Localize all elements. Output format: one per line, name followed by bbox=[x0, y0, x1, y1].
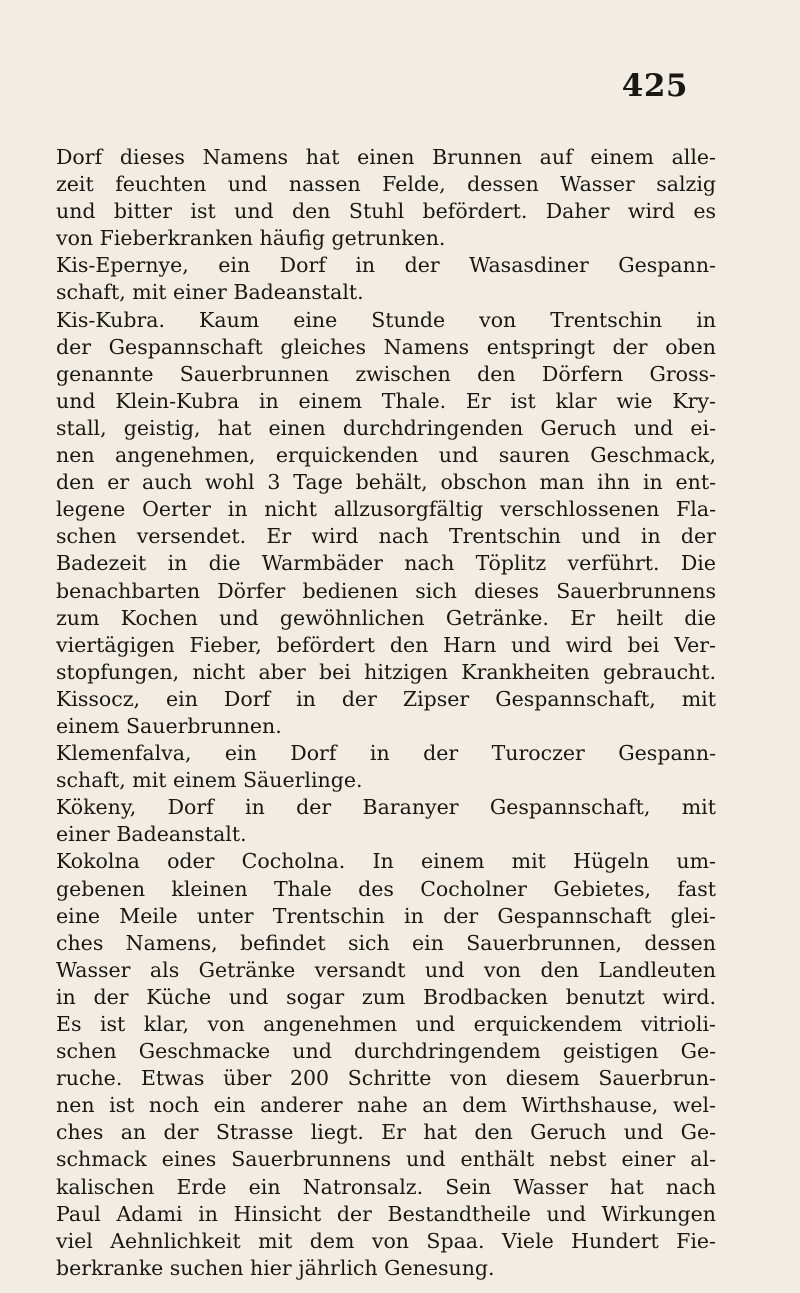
entry-line-kis-epernye: Kis-Epernye, ein Dorf in der Wasasdiner Gespann- bbox=[56, 253, 716, 278]
text-line: der Gespannschaft gleiches Namens entspringt der oben bbox=[56, 334, 716, 359]
text-line: schen Geschmacke und durchdringendem geistigen Ge- bbox=[56, 1039, 717, 1064]
text-line: gebenen kleinen Thale des Cocholner Gebietes, fast bbox=[56, 876, 716, 901]
text-line: viertägigen Fieber, befördert den Harn und wird bei Ver- bbox=[56, 632, 716, 657]
text-line: stopfungen, nicht aber bei hitzigen Krankheiten gebraucht. bbox=[56, 659, 717, 684]
body-text bbox=[56, 144, 716, 1282]
text-line: und Klein-Kubra in einem Thale. Er ist klar wie Kry- bbox=[56, 388, 716, 413]
text-line: einer Badeanstalt. bbox=[56, 822, 247, 847]
text-line: schen versendet. Er wird nach Trentschin und in der bbox=[56, 524, 716, 549]
text-line: benachbarten Dörfer bedienen sich dieses Sauerbrunnens bbox=[56, 578, 716, 603]
page-number: 425 bbox=[621, 68, 688, 104]
entry-line-kokeny: Kökeny, Dorf in der Baranyer Gespannschaft, mit bbox=[56, 795, 716, 820]
text-line: Wasser als Getränke versandt und von den Landleuten bbox=[56, 957, 716, 982]
entry-line-klemenfalva: Klemenfalva, ein Dorf in der Turoczer Gespann- bbox=[56, 741, 717, 766]
text-line: schaft, mit einer Badeanstalt. bbox=[56, 280, 364, 305]
text-line: stall, geistig, hat einen durchdringenden Geruch und ei- bbox=[56, 415, 717, 440]
text-line: zum Kochen und gewöhnlichen Getränke. Er heilt die bbox=[56, 605, 717, 630]
text-line: von Fieberkranken häufig getrunken. bbox=[56, 226, 446, 251]
text-line: viel Aehnlichkeit mit dem von Spaa. Viele Hundert Fie- bbox=[56, 1228, 716, 1253]
text-line: Es ist klar, von angenehmen und erquickendem vitrioli- bbox=[56, 1012, 716, 1036]
entry-line-kissocz: Kissocz, ein Dorf in der Zipser Gespannschaft, mit bbox=[56, 686, 716, 711]
text-line: in der Küche und sogar zum Brodbacken benutzt wird. bbox=[56, 984, 716, 1009]
text-line: berkranke suchen hier jährlich Genesung. bbox=[56, 1255, 495, 1280]
text-line: Dorf dieses Namens hat einen Brunnen auf einem alle- bbox=[56, 145, 716, 169]
text-line: ches Namens, befindet sich ein Sauerbrunnen, dessen bbox=[56, 930, 717, 955]
text-line: zeit feuchten und nassen Felde, dessen Wasser salzig bbox=[56, 172, 717, 197]
entry-line-kis-kubra: Kis-Kubra. Kaum eine Stunde von Trentschin in bbox=[56, 307, 717, 332]
entry-line-kokolna: Kokolna oder Cocholna. In einem mit Hügeln um- bbox=[56, 849, 716, 874]
text-line: schmack eines Sauerbrunnens und enthält nebst einer al- bbox=[56, 1147, 716, 1172]
text-line: einem Sauerbrunnen. bbox=[56, 713, 282, 738]
text-line: legene Oerter in nicht allzusorgfältig verschlossenen Fla- bbox=[56, 497, 717, 522]
text-line: und bitter ist und den Stuhl befördert. Daher wird es bbox=[56, 199, 716, 224]
text-line: ruche. Etwas über 200 Schritte von diesem Sauerbrun- bbox=[56, 1066, 716, 1091]
text-line: nen angenehmen, erquickenden und sauren Geschmack, bbox=[56, 443, 716, 468]
text-line: nen ist noch ein anderer nahe an dem Wirthshause, wel- bbox=[56, 1093, 716, 1118]
text-line: schaft, mit einem Säuerlinge. bbox=[56, 768, 363, 793]
text-line: kalischen Erde ein Natronsalz. Sein Wasser hat nach bbox=[56, 1174, 716, 1199]
text-line: Paul Adami in Hinsicht der Bestandtheile und Wirkungen bbox=[56, 1201, 716, 1226]
text-line: Badezeit in die Warmbäder nach Töplitz verführt. Die bbox=[56, 551, 716, 576]
text-line: genannte Sauerbrunnen zwischen den Dörfern Gross- bbox=[56, 361, 716, 386]
text-line: den er auch wohl 3 Tage behält, obschon man ihn in ent- bbox=[56, 470, 717, 495]
text-line: eine Meile unter Trentschin in der Gespannschaft glei- bbox=[56, 903, 716, 928]
text-line: ches an der Strasse liegt. Er hat den Geruch und Ge- bbox=[56, 1120, 717, 1145]
